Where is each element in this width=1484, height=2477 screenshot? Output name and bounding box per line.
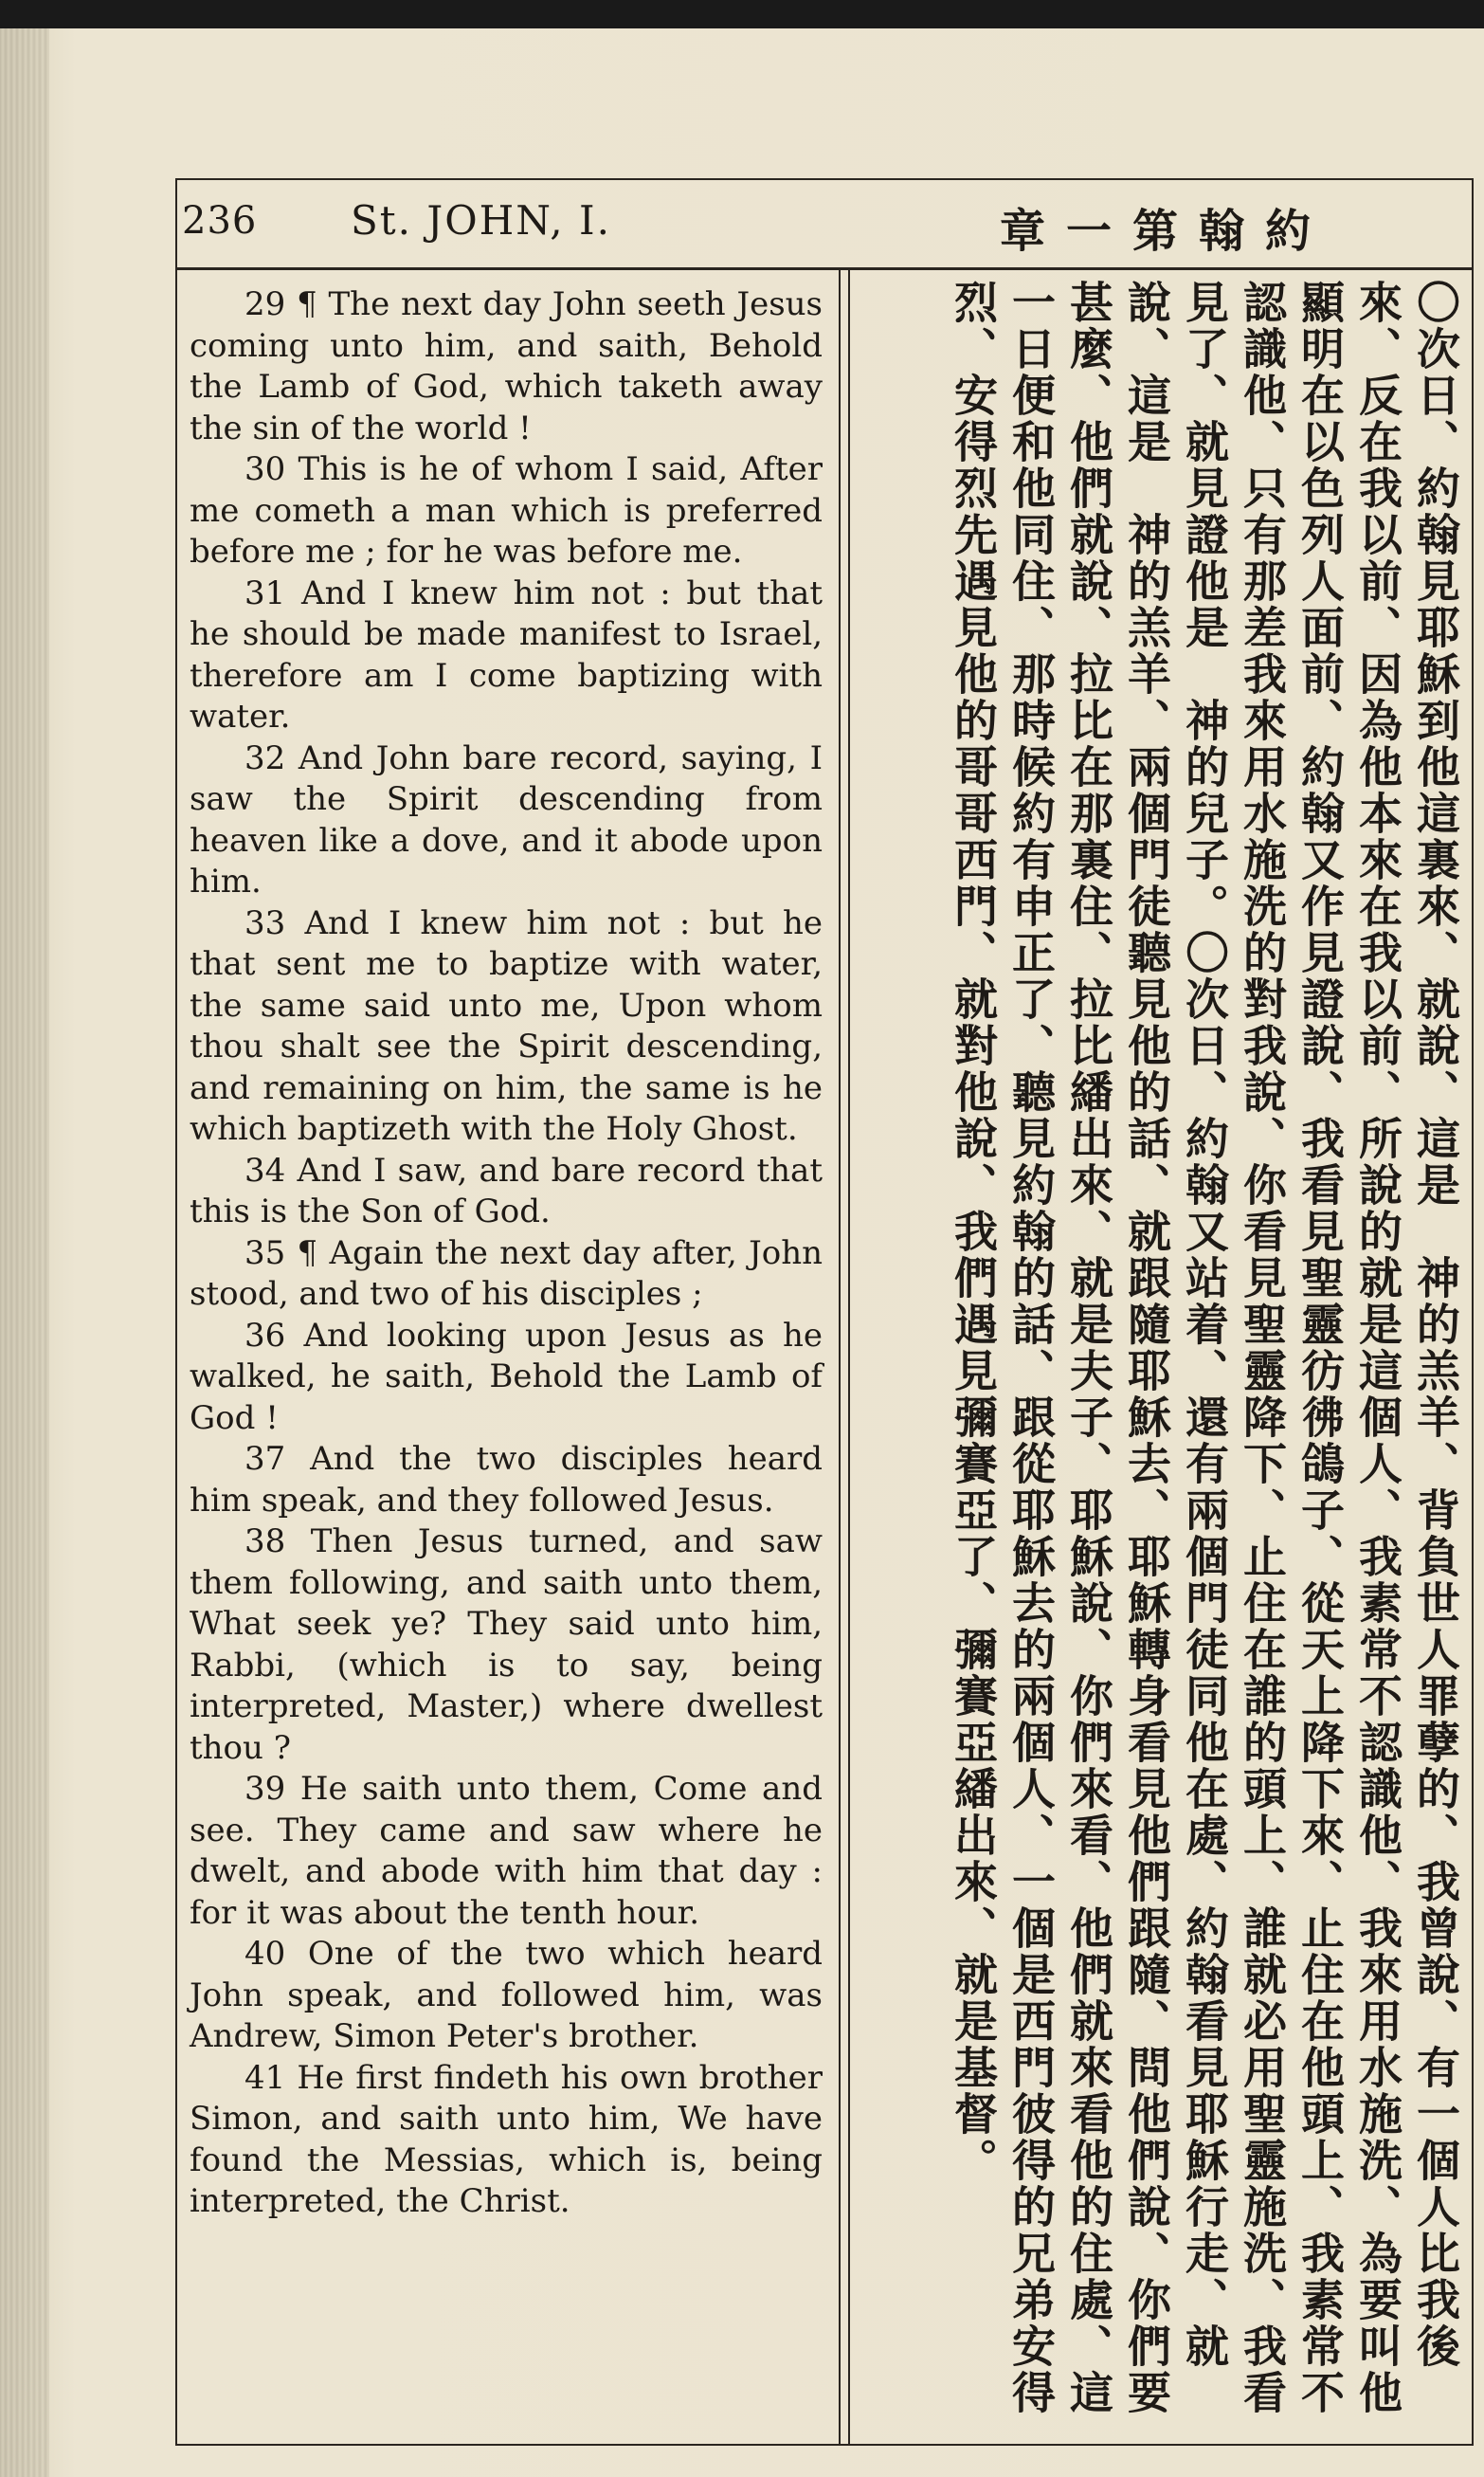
chinese-text: 〇次日、約翰見耶穌到他這裏來、就說、這是 神的羔羊、背負世人罪孽的、我曾說、有一個人比我後來、反在我以前、因為他本來在我以前、所說的就是這個人、我素常不認識他、我來用水施洗、為要叫他顯明在以色列人面前、約翰又作見證說、我看見聖靈彷彿鴿子、從天上降下來、止住在他頭上、我素常不認識他、只有那差我來用水施洗的對我說、你看見聖靈降下、止住在誰的頭上、誰就必用聖靈施洗、我看見了、就見證他是 神的兒子。〇次日、約翰又站着、還有兩個門徒同他在處、約翰看見耶穌行走、就說、這是 神的羔羊、兩個門徒聽見他的話、就跟隨耶穌去、耶穌轉身看見他們跟隨、問他們說、你們要甚麼、他們就說、拉比在那裏住、拉比繙出來、就是夫子、耶穌說、你們來看、他們就來看他的住處、這一日便和他同住、那時候約有申正了、聽見約翰的話、跟從耶穌去的兩個人、一個是西門彼得的兄弟安得烈、安得烈先遇見他的哥哥西門、就對他說、我們遇見彌賽亞了、彌賽亞繙出來、就是基督。: [948, 280, 1461, 2416]
english-column: [190, 284, 823, 2223]
page-number: 236: [182, 199, 258, 243]
verse-41: 41 He first findeth his own brother Simon, and saith unto him, We have found the Messias, which is, being interpreted, the Christ.: [190, 2058, 823, 2220]
page-edge-stack: [0, 28, 49, 2477]
verse-32: 32 And John bare record, saying, I saw the Spirit descending from heaven like a dove, and it abode upon him.: [190, 738, 823, 901]
verse-35: 35 ¶ Again the next day after, John stood, and two of his disciples ;: [190, 1233, 823, 1313]
verse-37: 37 And the two disciples heard him speak, and they followed Jesus.: [190, 1440, 823, 1520]
chinese-title: 約翰第一章: [1000, 205, 1332, 258]
verse-39: 39 He saith unto them, Come and see. They came and saw where he dwelt, and abode with him that day : for it was about the tenth hour.: [190, 1770, 823, 1932]
verse-33: 33 And I knew him not : but he that sent me to baptize with water, the same said unto me, Upon whom thou shalt see the Spirit descending, and remaining on him, the same is he which baptizeth with the Holy Ghost.: [190, 903, 823, 1148]
column-divider-right: [848, 267, 850, 2446]
chinese-column: [858, 280, 1464, 2431]
verse-29: 29 ¶ The next day John seeth Jesus coming unto him, and saith, Behold the Lamb of God, which taketh away the sin of the world !: [190, 285, 823, 447]
column-divider-left: [839, 267, 841, 2446]
verse-34: 34 And I saw, and bare record that this is the Son of God.: [190, 1151, 823, 1230]
running-title: St. JOHN, I.: [351, 197, 611, 244]
verse-40: 40 One of the two which heard John speak, and followed him, was Andrew, Simon Peter's brother.: [190, 1935, 823, 2055]
verse-38: 38 Then Jesus turned, and saw them following, and saith unto them, What seek ye? They said unto him, Rabbi, (which is to say, being interpreted, Master,) where dwellest thou ?: [190, 1522, 823, 1767]
header-rule: [175, 267, 1474, 270]
verse-31: 31 And I knew him not : but that he should be made manifest to Israel, therefore am I come baptizing with water.: [190, 574, 823, 736]
verse-30: 30 This is he of whom I said, After me cometh a man which is preferred before me ; for he was before me.: [190, 450, 823, 571]
verse-36: 36 And looking upon Jesus as he walked, he saith, Behold the Lamb of God !: [190, 1316, 823, 1437]
